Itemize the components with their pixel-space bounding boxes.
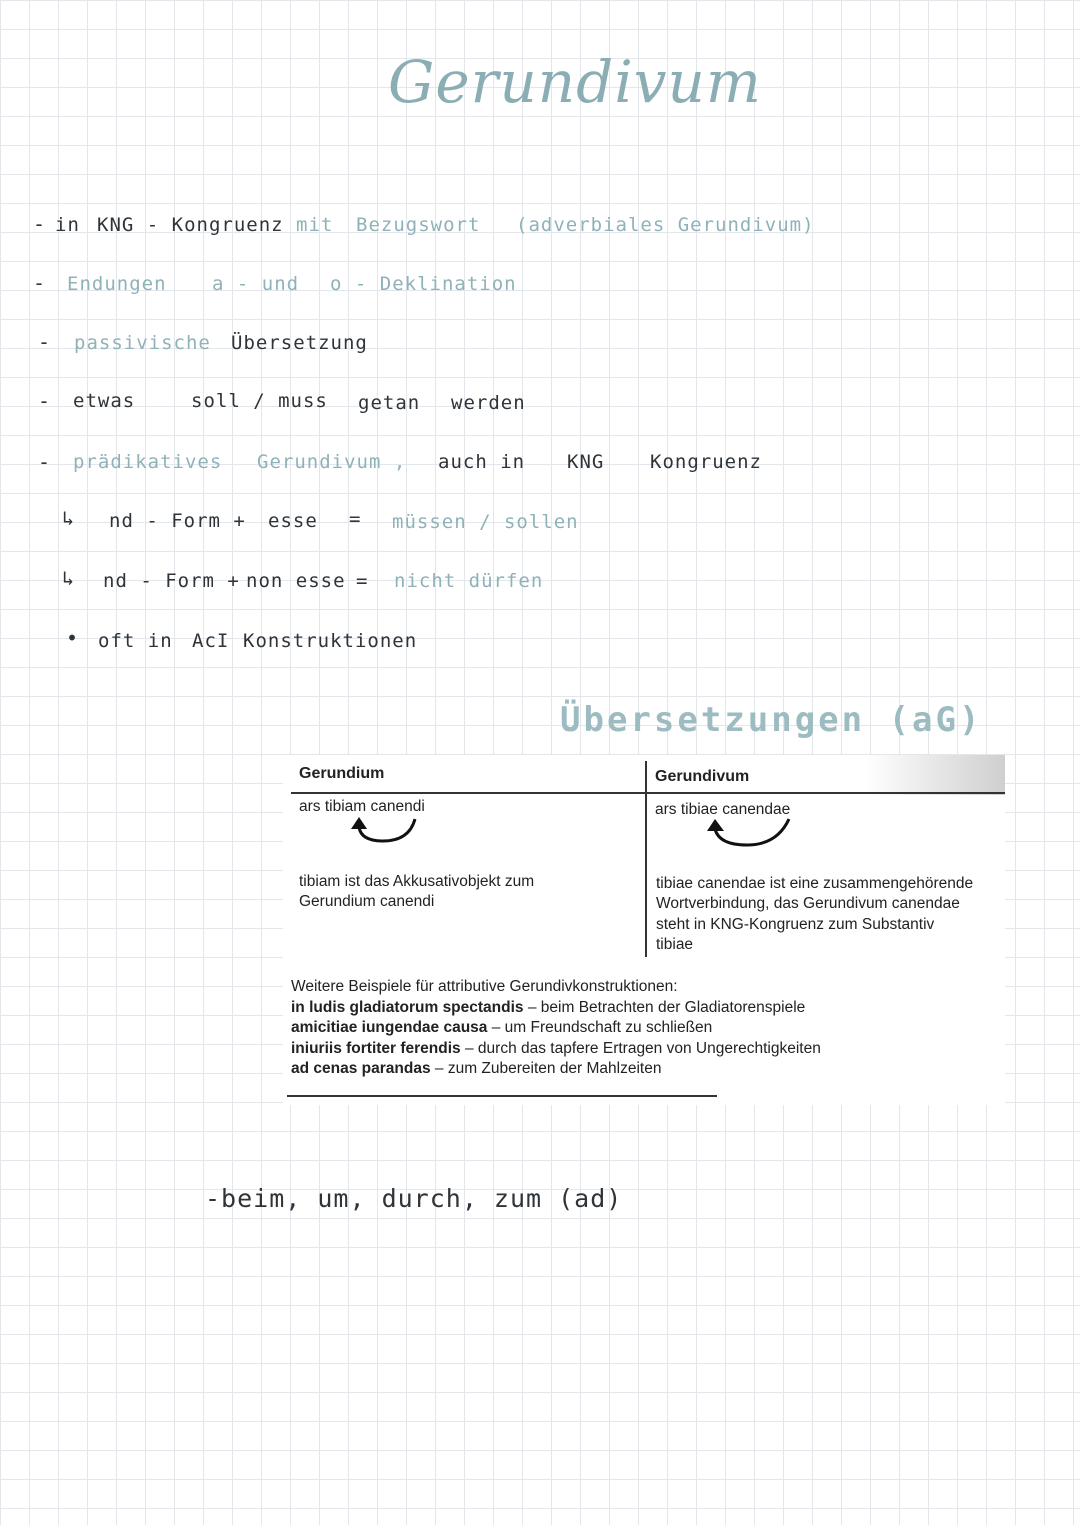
arrow-marker-icon: ↳: [62, 566, 75, 590]
curved-arrow-icon: [701, 815, 801, 853]
explanation-gerundivum-line: steht in KNG-Kongruenz zum Substantiv: [656, 916, 935, 933]
footer-note: -beim, um, durch, zum (ad): [205, 1184, 623, 1213]
example-latin: amicitiae iungendae causa: [291, 1019, 488, 1036]
note-text: AcI: [192, 630, 230, 652]
note-text: Kongruenz: [650, 451, 762, 473]
note-text: o - Deklination: [330, 273, 517, 295]
note-text: a - und: [212, 273, 300, 295]
scan-shadow: [865, 755, 1005, 795]
curved-arrow-icon: [345, 813, 425, 849]
note-text: in: [55, 214, 80, 236]
note-text: oft in: [98, 630, 173, 652]
table-column-divider: [645, 761, 647, 957]
example-latin: ad cenas parandas: [291, 1060, 431, 1077]
note-text: nd - Form +: [109, 510, 246, 532]
note-text: werden: [451, 392, 526, 414]
note-text: auch in: [438, 451, 526, 473]
note-text: nicht dürfen: [394, 570, 544, 592]
example-line: [291, 998, 805, 1019]
note-text: prädikatives: [73, 451, 223, 473]
bullet-marker: -: [38, 450, 51, 474]
note-text: nd - Form +: [103, 570, 240, 592]
note-text: =: [349, 508, 362, 530]
arrow-marker-icon: ↳: [62, 506, 75, 530]
bullet-dot-icon: •: [66, 626, 79, 650]
note-text: (adverbiales Gerundivum): [516, 214, 815, 236]
example-latin: in ludis gladiatorum spectandis: [291, 999, 524, 1016]
example-german: – um Freundschaft zu schließen: [491, 1019, 713, 1036]
example-latin: iniuriis fortiter ferendis: [291, 1040, 461, 1057]
explanation-gerundivum-line: Wortverbindung, das Gerundivum canendae: [656, 895, 960, 912]
note-text: Übersetzung: [231, 332, 368, 354]
printed-table-cutout: [283, 755, 1005, 1105]
bottom-rule: [287, 1095, 717, 1097]
example-line: [291, 1018, 712, 1039]
example-gerundivum: ars tibiae canendae: [655, 801, 791, 818]
bullet-marker: -: [33, 212, 46, 236]
explanation-gerundium-line: tibiam ist das Akkusativobjekt zum: [299, 873, 535, 890]
note-text: Gerundivum ,: [257, 451, 407, 473]
note-text: müssen / sollen: [392, 511, 579, 533]
examples-intro: Weitere Beispiele für attributive Gerundivkonstruktionen:: [291, 978, 678, 995]
example-german: – durch das tapfere Ertragen von Ungerechtigkeiten: [464, 1040, 821, 1057]
bullet-marker: -: [33, 271, 46, 295]
note-text: mit: [296, 214, 334, 236]
note-text: non esse: [246, 570, 346, 592]
table-header-gerundium: Gerundium: [299, 765, 385, 782]
note-text: Konstruktionen: [243, 630, 418, 652]
note-text: Bezugswort: [356, 214, 481, 236]
example-gerundium: ars tibiam canendi: [299, 798, 425, 815]
note-text: getan: [358, 392, 421, 414]
example-german: – beim Betrachten der Gladiatorenspiele: [527, 999, 806, 1016]
note-text: =: [356, 570, 369, 592]
table-divider: [291, 792, 1005, 794]
note-text: KNG - Kongruenz: [97, 214, 284, 236]
note-text: KNG: [567, 451, 605, 473]
example-german: – zum Zubereiten der Mahlzeiten: [434, 1060, 662, 1077]
note-text: etwas: [73, 390, 136, 412]
table-header-gerundivum: Gerundivum: [655, 768, 750, 785]
page-title: Gerundivum: [388, 48, 762, 116]
example-line: [291, 1059, 661, 1080]
explanation-gerundium-line: Gerundium canendi: [299, 893, 435, 910]
note-text: soll / muss: [191, 390, 328, 412]
bullet-marker: -: [38, 330, 51, 354]
explanation-gerundivum-line: tibiae: [656, 936, 694, 953]
note-text: passivische: [74, 332, 211, 354]
section-heading: Übersetzungen (aG): [560, 700, 983, 740]
explanation-gerundivum-line: tibiae canendae ist eine zusammengehörende: [656, 875, 974, 892]
note-text: Endungen: [67, 273, 167, 295]
example-line: [291, 1039, 821, 1060]
bullet-marker: -: [38, 389, 51, 413]
note-text: esse: [268, 510, 318, 532]
